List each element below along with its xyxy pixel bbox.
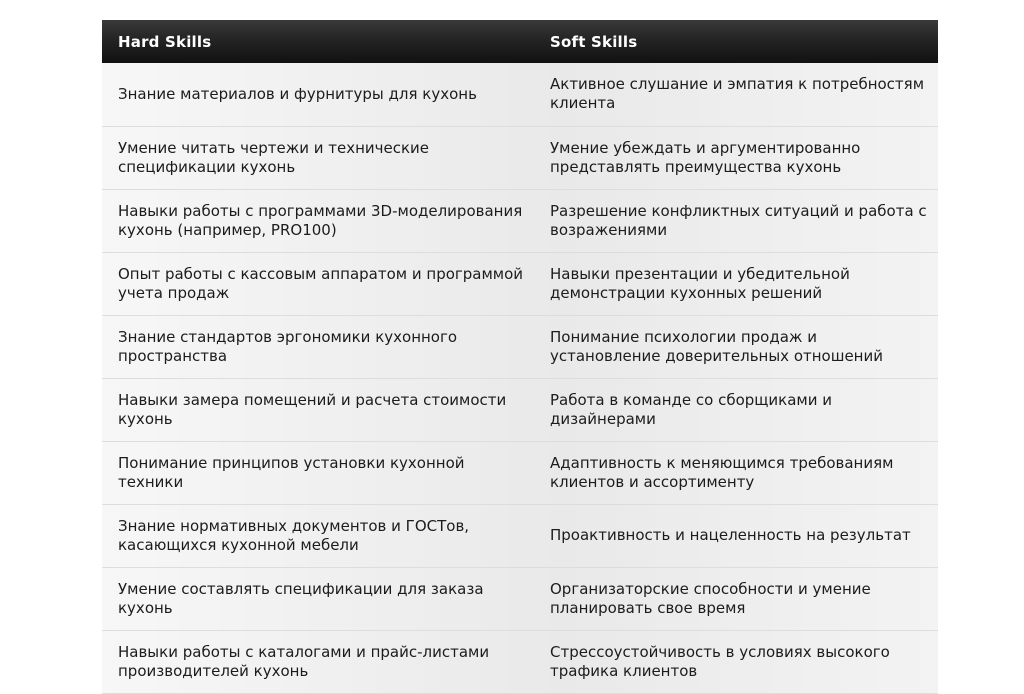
table-row (102, 252, 938, 315)
soft-skill-cell: Организаторские способности и умение планировать свое время (550, 579, 871, 617)
header-soft-skills: Soft Skills (550, 32, 638, 51)
soft-skill-cell: Навыки презентации и убедительной демонстрации кухонных решений (550, 264, 850, 302)
table-row (102, 630, 938, 693)
table-row (102, 378, 938, 441)
header-row (102, 20, 938, 63)
skills-table (102, 20, 938, 694)
table-row (102, 315, 938, 378)
table-row (102, 567, 938, 630)
table-row (102, 63, 938, 126)
soft-skill-cell: Понимание психологии продаж и установление доверительных отношений (550, 327, 883, 365)
soft-skill-cell: Активное слушание и эмпатия к потребностям клиента (550, 75, 925, 113)
hard-skill-cell: Опыт работы с кассовым аппаратом и программой учета продаж (118, 264, 524, 302)
hard-skill-cell: Навыки замера помещений и расчета стоимости кухонь (118, 390, 507, 428)
soft-skill-cell: Адаптивность к меняющимся требованиям клиентов и ассортименту (550, 453, 894, 491)
table-row (102, 126, 938, 189)
table-header (102, 20, 938, 63)
hard-skill-cell: Знание нормативных документов и ГОСТов, касающихся кухонной мебели (118, 516, 470, 554)
soft-skill-cell: Стрессоустойчивость в условиях высокого трафика клиентов (550, 642, 890, 680)
hard-skill-cell: Навыки работы с каталогами и прайс-листами производителей кухонь (118, 642, 490, 680)
table-body (102, 63, 938, 693)
hard-skill-cell: Понимание принципов установки кухонной техники (118, 453, 465, 491)
hard-skill-cell: Знание стандартов эргономики кухонного пространства (118, 327, 458, 365)
hard-skill-cell: Навыки работы с программами 3D-моделирования кухонь (например, PRO100) (118, 201, 523, 239)
table-row (102, 504, 938, 567)
soft-skill-cell: Разрешение конфликтных ситуаций и работа с возражениями (550, 201, 927, 239)
hard-skill-cell: Умение читать чертежи и технические спецификации кухонь (118, 138, 430, 176)
soft-skill-cell: Умение убеждать и аргументированно представлять преимущества кухонь (550, 138, 861, 176)
table-row (102, 189, 938, 252)
soft-skill-cell: Работа в команде со сборщиками и дизайнерами (550, 390, 832, 428)
hard-skill-cell: Умение составлять спецификации для заказа кухонь (118, 579, 484, 617)
soft-skill-cell: Проактивность и нацеленность на результат (550, 526, 911, 544)
table-row (102, 441, 938, 504)
hard-skill-cell: Знание материалов и фурнитуры для кухонь (118, 84, 477, 103)
header-hard-skills: Hard Skills (118, 32, 212, 51)
